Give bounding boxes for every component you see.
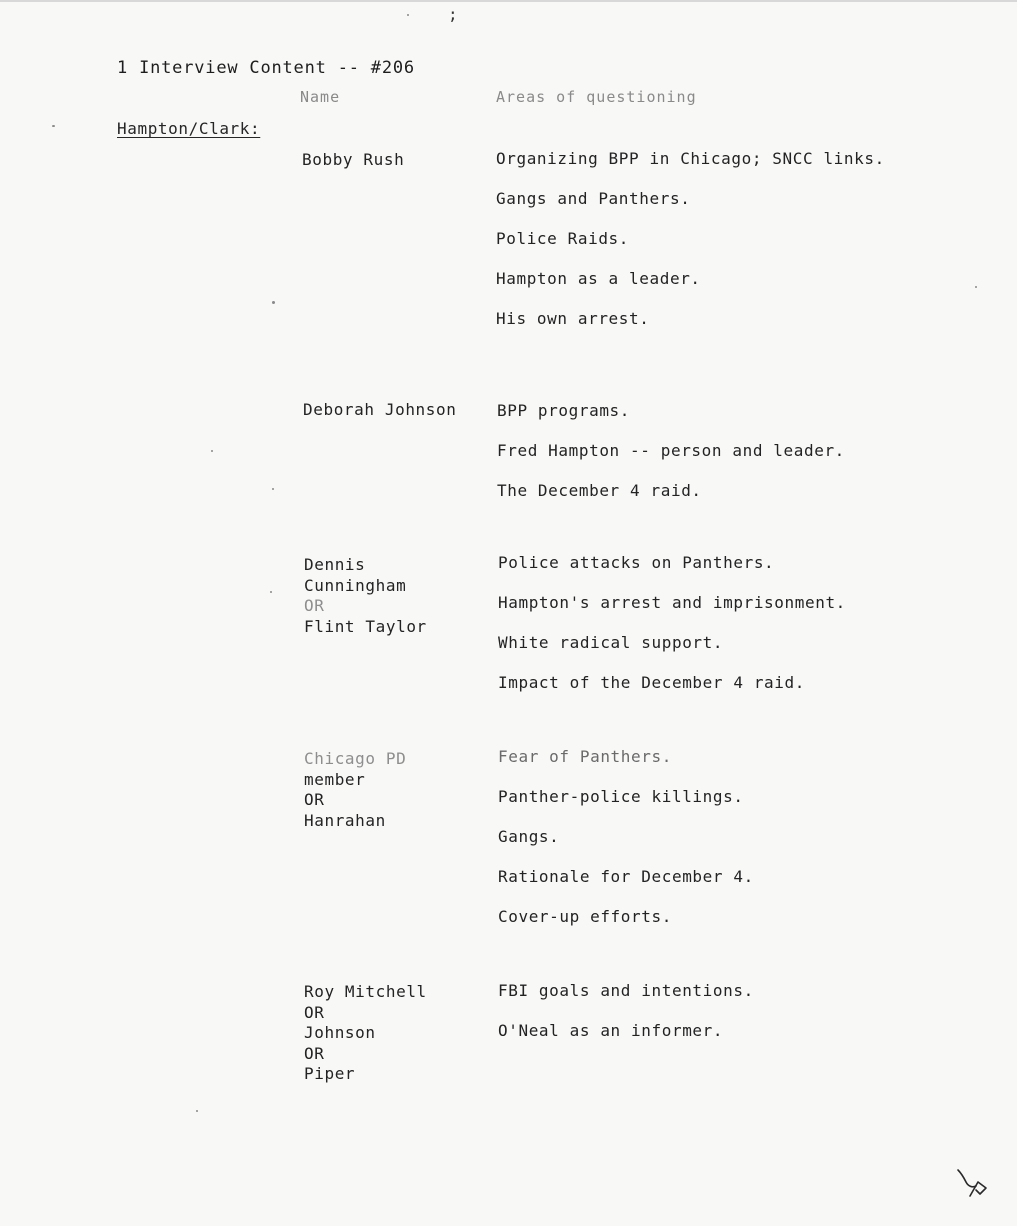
question-area: The December 4 raid. — [497, 481, 702, 500]
paper-speck — [211, 450, 213, 452]
interviewee-name: Cunningham — [304, 575, 407, 595]
interviewee-name: Johnson — [304, 1023, 376, 1042]
question-area: Panther-police killings. — [498, 787, 744, 806]
paper-speck — [272, 488, 274, 490]
question-areas — [498, 746, 918, 946]
interviewee-name: Piper — [304, 1064, 356, 1083]
question-area: FBI goals and intentions. — [498, 981, 754, 1000]
interviewee-names — [303, 400, 457, 421]
question-area: BPP programs. — [497, 401, 631, 420]
paper-speck — [196, 1110, 198, 1112]
question-area: O'Neal as an informer. — [498, 1021, 724, 1040]
question-area: His own arrest. — [496, 309, 650, 328]
question-areas — [496, 148, 916, 348]
interviewee-name: Flint Taylor — [304, 616, 427, 636]
name-column-heading: Name — [300, 88, 341, 106]
question-area: Cover-up efforts. — [498, 907, 672, 926]
question-areas — [498, 552, 918, 712]
question-area: White radical support. — [498, 633, 724, 652]
question-area: Fear of Panthers. — [498, 747, 672, 766]
or-separator: OR — [304, 1002, 325, 1022]
question-areas — [498, 980, 918, 1060]
interviewee-name: Chicago PD — [304, 749, 407, 768]
paper-speck — [272, 301, 275, 304]
paper-speck — [975, 286, 977, 288]
interviewee-names — [304, 555, 427, 637]
section-heading: Hampton/Clark: — [117, 119, 261, 138]
paper-speck — [270, 591, 272, 593]
question-area: Rationale for December 4. — [498, 867, 754, 886]
question-area: Fred Hampton -- person and leader. — [497, 441, 845, 460]
paper-speck — [407, 14, 409, 16]
areas-column-heading: Areas of questioning — [496, 88, 697, 106]
interviewee-names — [304, 749, 406, 831]
document-title: 1 Interview Content -- #206 — [117, 58, 415, 78]
interviewee-name: Deborah Johnson — [303, 400, 457, 419]
interviewee-name: Dennis — [304, 555, 366, 574]
question-area: Hampton's arrest and imprisonment. — [498, 593, 846, 612]
question-area: Police Raids. — [496, 229, 630, 248]
question-area: Gangs. — [498, 827, 560, 846]
page-mark: ; — [448, 5, 459, 24]
or-separator: OR — [304, 596, 325, 615]
interviewee-name: Roy Mitchell — [304, 982, 427, 1001]
or-separator: OR — [304, 1043, 325, 1063]
interviewee-name: Bobby Rush — [302, 150, 405, 169]
paper-speck — [52, 125, 55, 127]
handwritten-initials-mark — [950, 1162, 992, 1202]
question-area: Impact of the December 4 raid. — [498, 673, 805, 692]
interviewee-names — [302, 150, 404, 171]
question-area: Gangs and Panthers. — [496, 189, 691, 208]
question-area: Organizing BPP in Chicago; SNCC links. — [496, 149, 885, 168]
question-areas — [497, 400, 917, 520]
or-separator: OR — [304, 790, 325, 809]
question-area: Hampton as a leader. — [496, 269, 701, 288]
interviewee-name: Hanrahan — [304, 810, 386, 830]
question-area: Police attacks on Panthers. — [498, 553, 775, 572]
interviewee-names — [304, 982, 427, 1085]
interviewee-name: member — [304, 769, 366, 789]
